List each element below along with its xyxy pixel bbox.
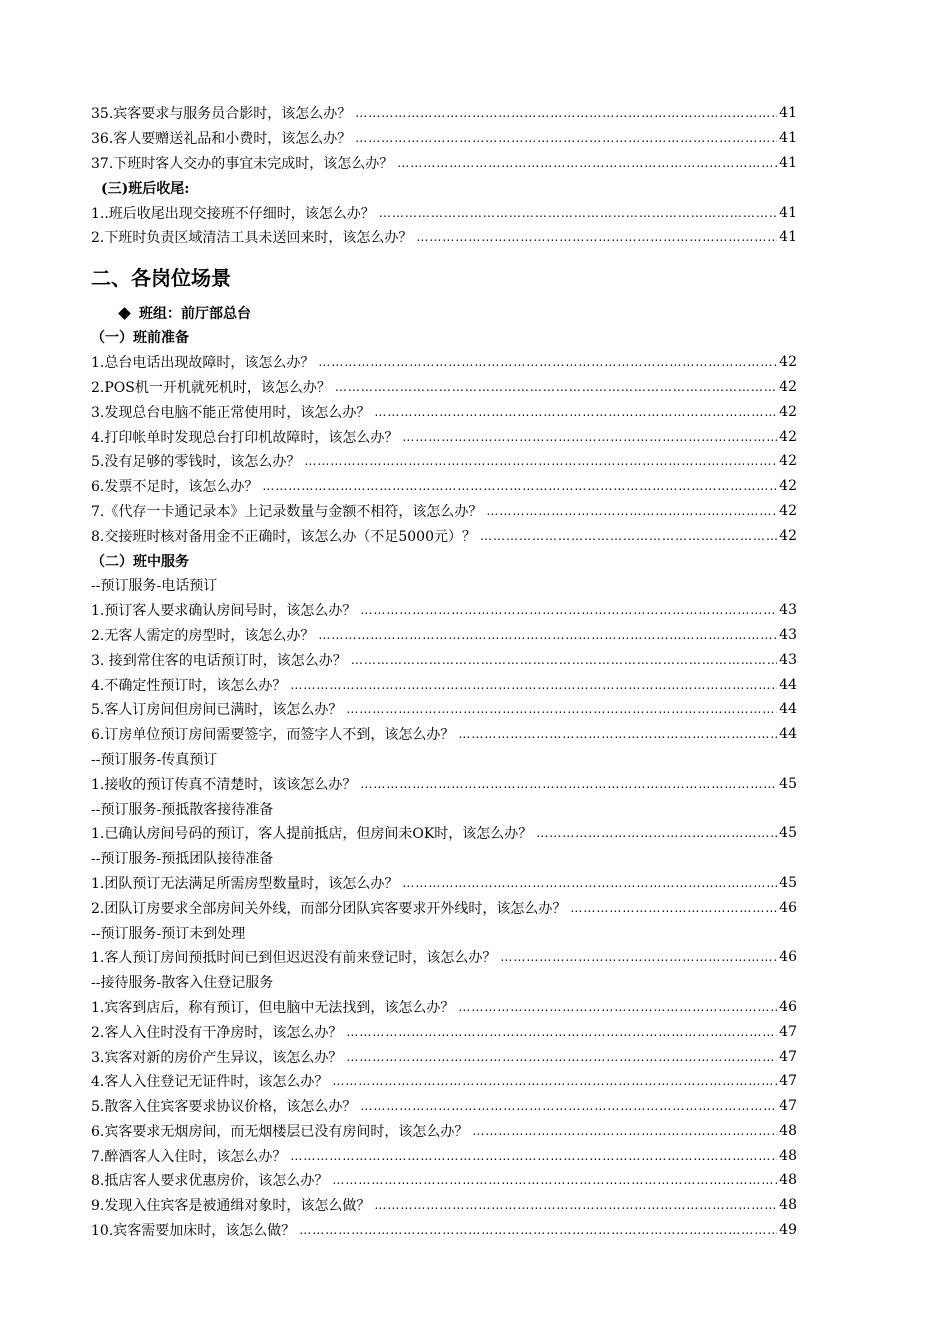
toc-entry-page: 41 [779,229,797,246]
dot-leader [304,454,777,468]
toc-entry-page: 47 [779,1023,797,1040]
dot-leader [262,479,777,493]
toc-entry-page: 41 [779,105,797,122]
toc-entry[interactable] [91,1044,797,1069]
dot-leader [332,1173,777,1187]
toc-entry[interactable] [91,151,797,176]
toc-entry-title: 5.没有足够的零钱时，该怎么办？ [91,454,301,471]
toc-entry-page: 47 [779,1048,797,1065]
toc-entry-page: 48 [779,1147,797,1164]
category-individual-arrival: --预订服务-预抵散客接待准备 [91,801,274,818]
toc-entry-title: 37.下班时客人交办的事宜未完成时，该怎么办？ [91,155,394,172]
toc-entry[interactable] [91,449,797,474]
toc-entry-page: 42 [779,378,797,395]
toc-entry-page: 41 [779,154,797,171]
dot-leader [458,1000,777,1014]
toc-entry-page: 45 [779,825,797,842]
toc-entry-page: 46 [779,899,797,916]
dot-leader [402,430,777,444]
toc-entry-page: 42 [779,502,797,519]
dot-leader [402,876,777,890]
toc-entry[interactable] [91,1119,797,1144]
dot-leader [290,1149,777,1163]
toc-entry-title: 1.团队预订无法满足所需房型数量时，该怎么办？ [91,875,399,892]
toc-entry[interactable] [91,1069,797,1094]
dot-leader [360,603,777,617]
toc-entry[interactable] [91,995,797,1020]
toc-entry-title: 8.抵店客人要求优惠房价，该怎么办？ [91,1173,329,1190]
toc-entry[interactable] [91,1143,797,1168]
toc-entry-title: 6.宾客要求无烟房间，而无烟楼层已没有房间时，该怎么办？ [91,1123,469,1140]
dot-leader [299,1223,777,1237]
toc-entry[interactable] [91,101,797,126]
toc-entry-page: 44 [779,701,797,718]
dot-leader [374,1198,777,1212]
sub-heading-after-shift: (三)班后收尾: [101,180,190,197]
toc-entry-page: 42 [779,527,797,544]
toc-entry-page: 42 [779,403,797,420]
dot-leader [374,405,777,419]
sub-heading-in-shift: （二）班中服务 [91,553,189,570]
dot-leader [486,504,777,518]
dot-leader [570,901,777,915]
toc-entry[interactable] [91,424,797,449]
toc-entry-page: 41 [779,204,797,221]
toc-entry-title: 4.打印帐单时发现总台打印机故障时，该怎么办？ [91,429,399,446]
toc-entry-page: 49 [779,1222,797,1239]
toc-entry[interactable] [91,895,797,920]
toc-entry-title: 3.发现总台电脑不能正常使用时，该怎么办？ [91,404,371,421]
toc-entry-page: 43 [779,602,797,619]
toc-entry[interactable] [91,945,797,970]
toc-entry-page: 48 [779,1172,797,1189]
toc-entry-title: 6.订房单位预订房间需要签字，而签字人不到，该怎么办？ [91,727,455,744]
dot-leader [397,156,777,170]
toc-entry-title: 7.《代存一卡通记录本》上记录数量与金额不相符，该怎么办？ [91,503,483,520]
dot-leader [318,355,777,369]
toc-entry[interactable] [91,1094,797,1119]
toc-entry-title: 2.团队订房要求全部房间关外线，而部分团队宾客要求开外线时，该怎么办？ [91,900,567,917]
toc-entry[interactable] [91,399,797,424]
category-checkin: --接待服务-散客入住登记服务 [91,975,274,992]
dot-leader [290,678,777,692]
dot-leader [536,826,777,840]
section-title: 二、各岗位场景 [91,266,231,290]
toc-entry-page: 45 [779,775,797,792]
dot-leader [458,727,777,741]
category-phone-reservation: --预订服务-电话预订 [91,578,218,595]
toc-entry-title: 6.发票不足时，该怎么办？ [91,479,259,496]
dot-leader [416,230,777,244]
toc-entry[interactable] [91,821,797,846]
toc-entry[interactable] [91,598,797,623]
dot-leader [351,653,777,667]
toc-entry-page: 42 [779,478,797,495]
toc-entry[interactable] [91,225,797,250]
toc-entry[interactable] [91,623,797,648]
category-fax-reservation: --预订服务-传真预订 [91,751,218,768]
toc-entry-page: 47 [779,1073,797,1090]
toc-entry-title: 7.醉酒客人入住时，该怎么办？ [91,1148,287,1165]
toc-entry[interactable] [91,499,797,524]
dot-leader [346,1025,777,1039]
dot-leader [346,1050,777,1064]
dot-leader [500,950,777,964]
dot-leader [332,1074,777,1088]
toc-entry[interactable] [91,126,797,151]
toc-entry-page: 45 [779,874,797,891]
toc-entry-title: 1..班后收尾出现交接班不仔细时，该怎么办？ [91,205,375,222]
toc-entry[interactable] [91,722,797,747]
dot-leader [335,380,777,394]
toc-entry-page: 46 [779,949,797,966]
dot-leader [379,206,777,220]
toc-entry[interactable] [91,697,797,722]
toc-entry[interactable] [91,1168,797,1193]
toc-entry-title: 2.无客人需定的房型时，该怎么办？ [91,627,315,644]
toc-entry[interactable] [91,1193,797,1218]
toc-entry-title: 1.宾客到店后，称有预订，但电脑中无法找到，该怎么办？ [91,999,455,1016]
toc-entry-page: 44 [779,726,797,743]
toc-entry-page: 48 [779,1197,797,1214]
toc-entry[interactable] [91,474,797,499]
group-label-text: 班组：前厅部总台 [139,306,251,322]
dot-leader [318,628,777,642]
toc-entry-title: 2.POS机一开机就死机时，该怎么办？ [91,379,331,396]
toc-block-section2 [91,325,797,1242]
sub-heading-before-shift: （一）班前准备 [91,330,189,347]
toc-entry[interactable] [91,523,797,548]
toc-entry-title: 4.客人入住登记无证件时，该怎么办？ [91,1074,329,1091]
toc-entry-title: 3.宾客对新的房价产生异议，该怎么办？ [91,1049,343,1066]
toc-entry[interactable] [91,647,797,672]
group-label [120,301,251,325]
toc-entry-title: 5.客人订房间但房间已满时，该怎么办？ [91,702,343,719]
diamond-bullet-icon [118,307,131,320]
toc-entry[interactable] [91,200,797,225]
toc-entry-page: 47 [779,1098,797,1115]
toc-entry-title: 36.客人要赠送礼品和小费时，该怎么办？ [91,131,352,148]
category-no-show: --预订服务-预订未到处理 [91,925,246,942]
toc-entry-title: 1.已确认房间号码的预订，客人提前抵店，但房间未OK时，该怎么办？ [91,826,533,843]
toc-entry-page: 43 [779,651,797,668]
toc-entry[interactable] [91,672,797,697]
dot-leader [355,106,777,120]
toc-entry[interactable] [91,350,797,375]
toc-entry-page: 42 [779,453,797,470]
toc-entry-title: 10.宾客需要加床时，该怎么做？ [91,1223,296,1240]
toc-block-part1 [91,101,797,250]
toc-entry-title: 4.不确定性预订时，该怎么办？ [91,677,287,694]
dot-leader [355,131,777,145]
toc-entry-title: 8.交接班时核对备用金不正确时，该怎么办（不足5000元）？ [91,528,476,545]
toc-entry-title: 1.总台电话出现故障时，该怎么办？ [91,355,315,372]
toc-entry-page: 41 [779,130,797,147]
toc-entry-page: 44 [779,676,797,693]
toc-entry[interactable] [91,1019,797,1044]
toc-entry-page: 46 [779,998,797,1015]
toc-entry-title: 3. 接到常住客的电话预订时，该怎么办？ [91,652,347,669]
toc-entry-page: 43 [779,626,797,643]
toc-entry-title: 35.宾客要求与服务员合影时，该怎么办？ [91,106,352,123]
toc-entry-page: 42 [779,428,797,445]
dot-leader [360,1099,777,1113]
toc-entry[interactable] [91,1218,797,1243]
dot-leader [472,1124,777,1138]
toc-entry[interactable] [91,871,797,896]
dot-leader [480,529,777,543]
category-group-arrival: --预订服务-预抵团队接待准备 [91,851,274,868]
toc-entry-title: 2.客人入住时没有干净房时，该怎么办？ [91,1024,343,1041]
dot-leader [346,702,777,716]
toc-entry-title: 5.散客入住宾客要求协议价格，该怎么办？ [91,1099,357,1116]
toc-entry-page: 42 [779,354,797,371]
toc-entry-page: 48 [779,1122,797,1139]
toc-entry-title: 2.下班时负责区域清洁工具未送回来时，该怎么办？ [91,230,413,247]
dot-leader [360,777,777,791]
toc-entry-title: 1.客人预订房间预抵时间已到但迟迟没有前来登记时，该怎么办？ [91,950,497,967]
toc-entry-title: 1.接收的预订传真不清楚时，该该怎么办？ [91,776,357,793]
toc-entry[interactable] [91,771,797,796]
toc-entry-title: 9.发现入住宾客是被通缉对象时，该怎么做？ [91,1198,371,1215]
toc-entry-title: 1.预订客人要求确认房间号时，该怎么办？ [91,603,357,620]
toc-entry[interactable] [91,375,797,400]
